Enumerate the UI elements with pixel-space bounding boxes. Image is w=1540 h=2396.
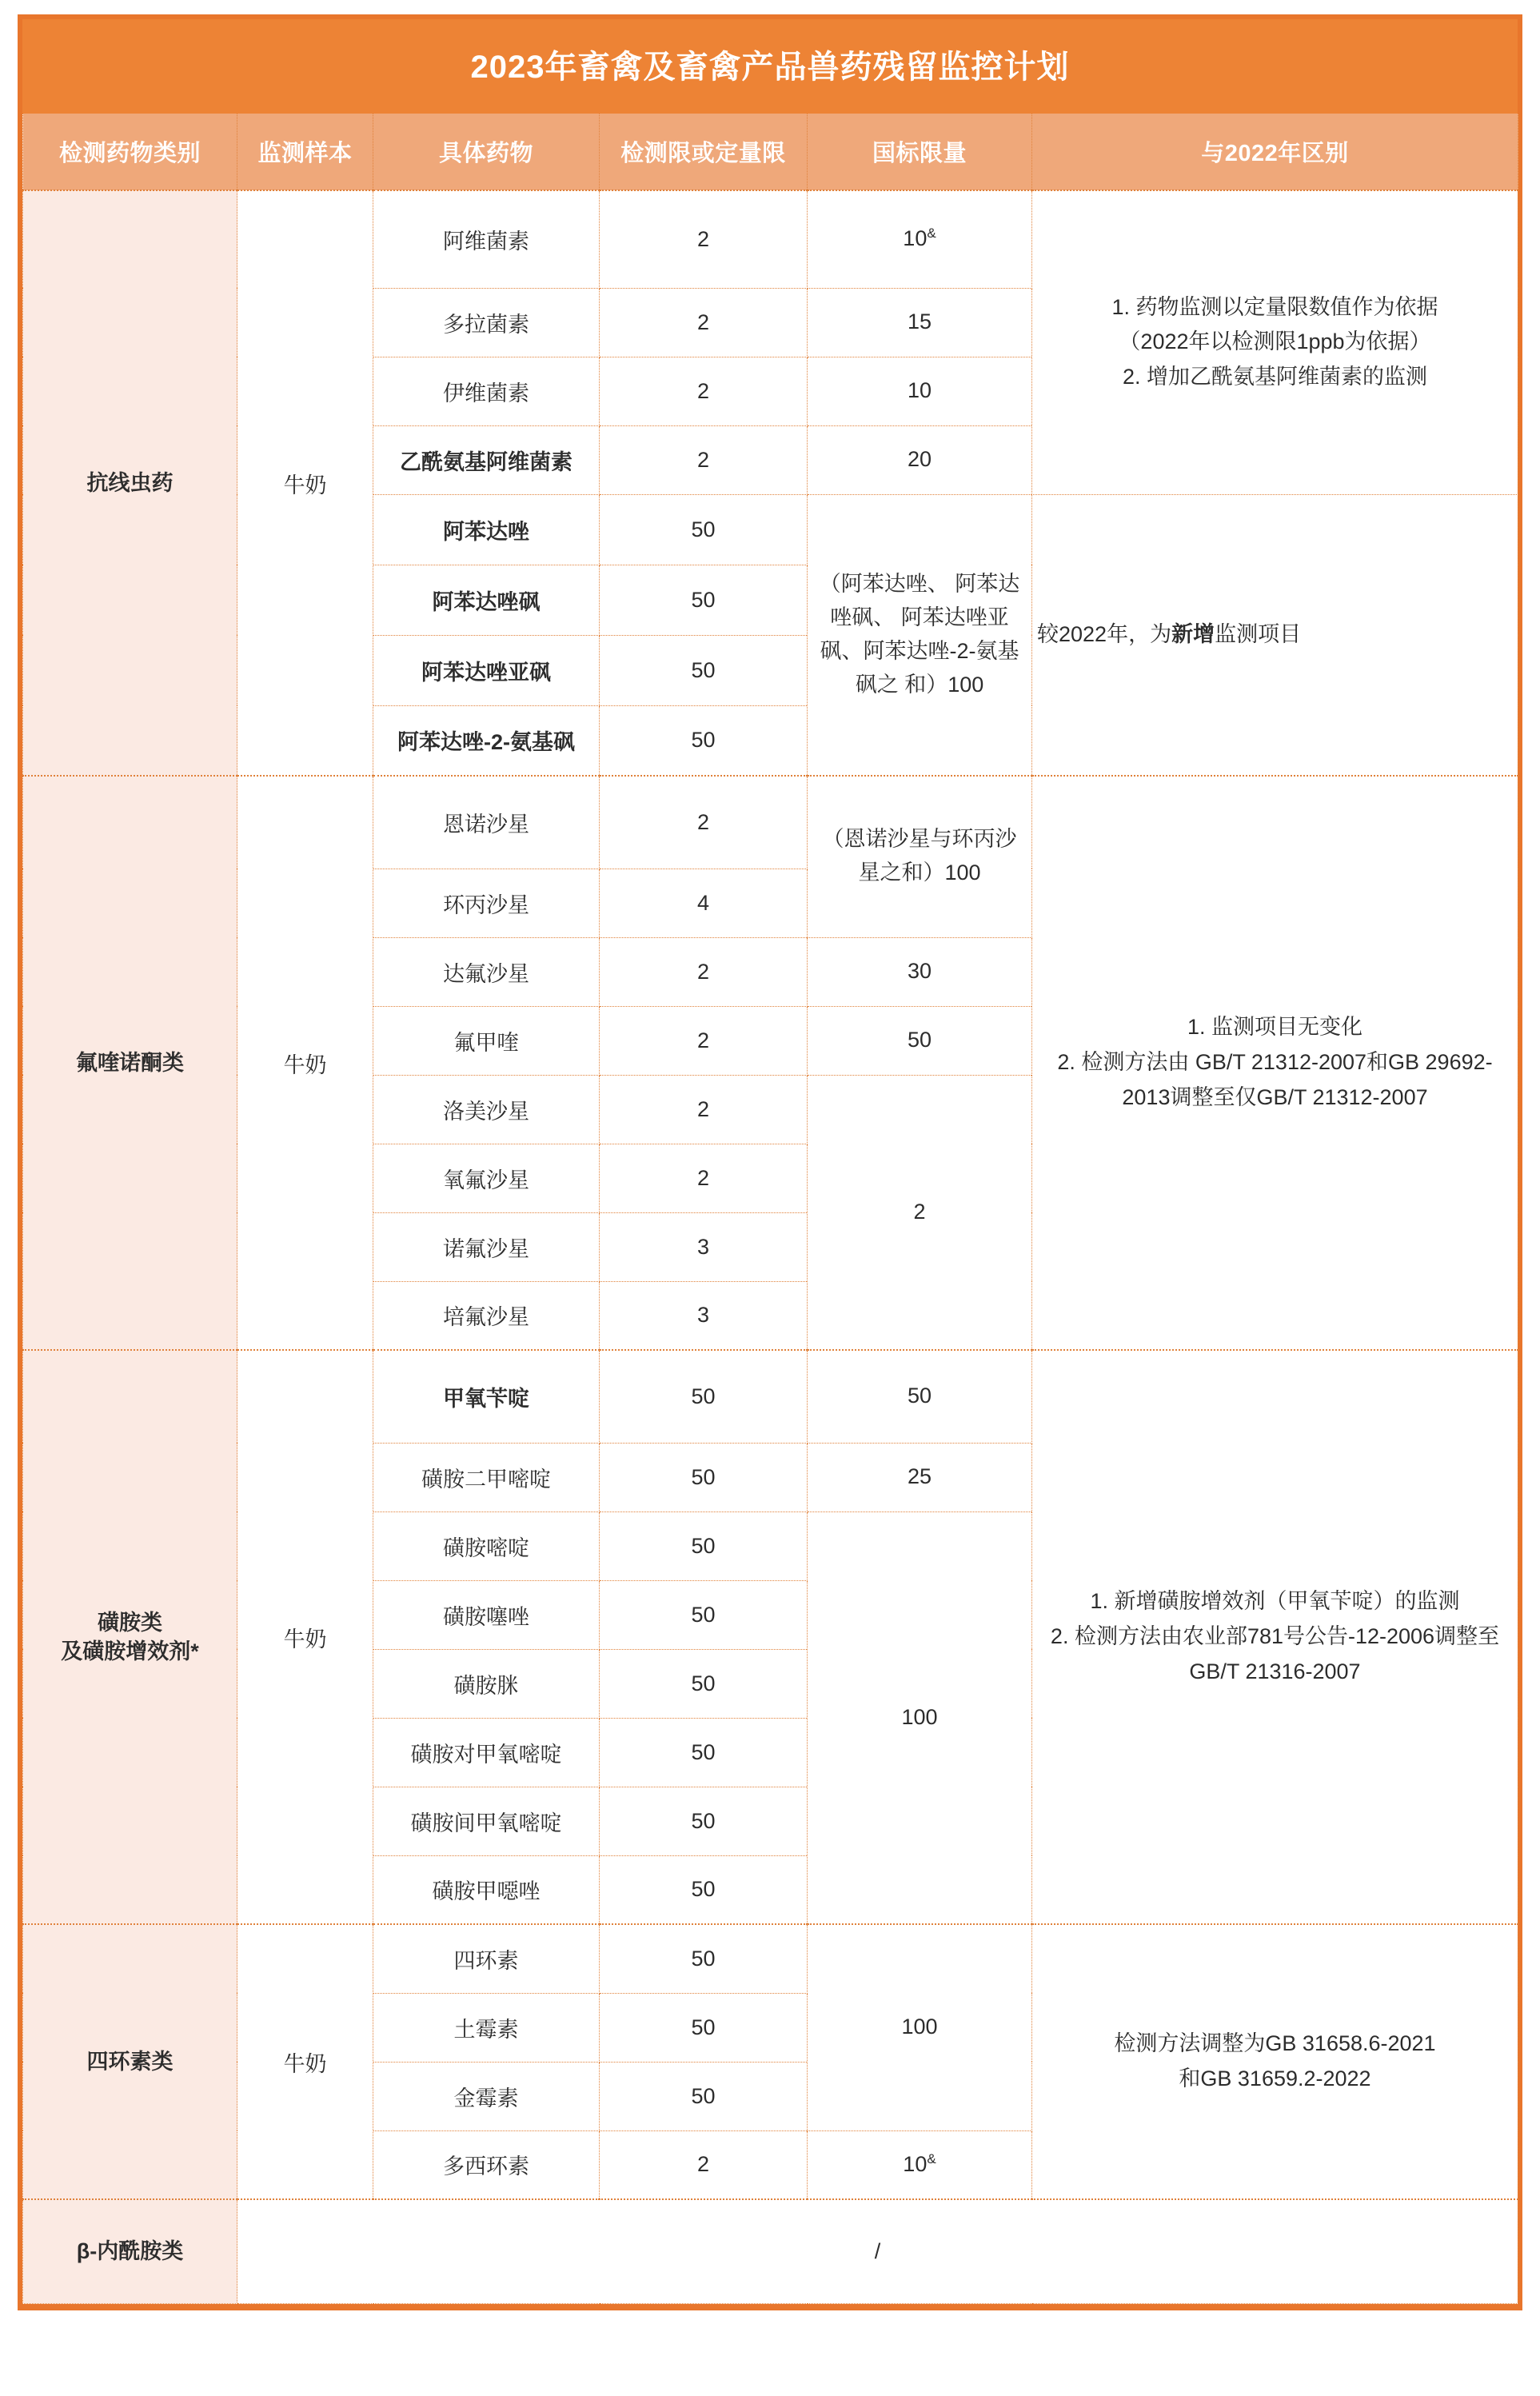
sample-cell: 牛奶	[237, 1924, 373, 2199]
sample-cell: 牛奶	[237, 190, 373, 776]
drug-cell: 磺胺二甲嘧啶	[373, 1443, 600, 1511]
national-limit-cell: 25	[808, 1443, 1032, 1511]
lod-cell: 2	[600, 1144, 808, 1212]
lod-cell: 2	[600, 776, 808, 869]
national-limit-cell: 50	[808, 1350, 1032, 1443]
national-limit-cell: 50	[808, 1006, 1032, 1075]
note-line: 2. 检测方法由农业部781号公告-12-2006调整至GB/T 21316-2007	[1050, 1624, 1500, 1683]
drug-cell: 阿苯达唑	[373, 494, 600, 565]
table-row	[23, 1350, 1518, 1443]
table-row	[23, 1924, 1518, 1993]
lod-cell: 50	[600, 705, 808, 776]
lod-cell: 2	[600, 425, 808, 494]
lod-cell: 50	[600, 1350, 808, 1443]
national-limit-merged-cell: （恩诺沙星与环丙沙星之和）100	[808, 776, 1032, 937]
lod-cell: 2	[600, 937, 808, 1006]
lod-cell: 50	[600, 1511, 808, 1580]
diff-note-cell	[1032, 1350, 1518, 1924]
group-sulfonamide	[23, 1350, 1518, 1924]
national-limit-cell: 10	[808, 357, 1032, 425]
national-limit-merged-cell: 100	[808, 1924, 1032, 2130]
drug-cell: 金霉素	[373, 2062, 600, 2130]
table-row	[23, 190, 1518, 288]
category-cell: 抗线虫药	[23, 190, 237, 776]
national-limit-cell	[808, 190, 1032, 288]
category-line: 磺胺类	[98, 1610, 162, 1635]
column-header-drug: 具体药物	[373, 114, 600, 190]
drug-cell: 多拉菌素	[373, 288, 600, 357]
drug-cell: 土霉素	[373, 1993, 600, 2062]
category-cell	[23, 1350, 237, 1924]
national-limit-cell	[808, 2130, 1032, 2199]
drug-cell: 磺胺嘧啶	[373, 1511, 600, 1580]
category-cell: 四环素类	[23, 1924, 237, 2199]
national-limit-merged-cell: 100	[808, 1511, 1032, 1924]
page-title: 2023年畜禽及畜禽产品兽药残留监控计划	[22, 19, 1518, 114]
column-header-sample: 监测样本	[237, 114, 373, 190]
limit-superscript: &	[927, 226, 936, 242]
column-header-diff-2022: 与2022年区别	[1032, 114, 1518, 190]
drug-cell: 阿苯达唑砜	[373, 565, 600, 635]
lod-cell: 3	[600, 1212, 808, 1281]
drug-cell: 四环素	[373, 1924, 600, 1993]
drug-cell: 多西环素	[373, 2130, 600, 2199]
column-header-national-limit: 国标限量	[808, 114, 1032, 190]
drug-cell: 阿维菌素	[373, 190, 600, 288]
national-limit-cell: 15	[808, 288, 1032, 357]
drug-cell: 氟甲喹	[373, 1006, 600, 1075]
lod-cell: 2	[600, 1006, 808, 1075]
note-line: 1. 新增磺胺增效剂（甲氧苄啶）的监测	[1090, 1589, 1460, 1614]
table-header-row	[23, 114, 1518, 190]
drug-cell: 环丙沙星	[373, 869, 600, 937]
lod-cell: 2	[600, 2130, 808, 2199]
table-row	[23, 2199, 1518, 2303]
drug-cell: 磺胺噻唑	[373, 1580, 600, 1649]
note-line: 2. 检测方法由 GB/T 21312-2007和GB 29692-2013调整至仅GB/T 21312-2007	[1057, 1050, 1493, 1109]
diff-note-cell	[1032, 776, 1518, 1350]
lod-cell: 50	[600, 1855, 808, 1924]
lod-cell: 3	[600, 1281, 808, 1350]
drug-cell: 磺胺脒	[373, 1649, 600, 1718]
drug-cell: 磺胺甲噁唑	[373, 1855, 600, 1924]
group-anthelmintic	[23, 190, 1518, 776]
drug-cell: 洛美沙星	[373, 1075, 600, 1144]
plan-sheet	[18, 14, 1522, 2310]
drug-cell: 伊维菌素	[373, 357, 600, 425]
note-line: 和GB 31659.2-2022	[1179, 2067, 1371, 2091]
lod-cell: 2	[600, 1075, 808, 1144]
note-line: 1. 药物监测以定量限数值作为依据	[1111, 294, 1438, 319]
note-line: 1. 监测项目无变化	[1187, 1015, 1363, 1040]
category-cell: β-内酰胺类	[23, 2199, 237, 2303]
group-beta-lactam	[23, 2199, 1518, 2303]
monitoring-plan-table	[22, 114, 1518, 2304]
lod-cell: 50	[600, 2062, 808, 2130]
note-highlight: 新增	[1171, 621, 1215, 646]
lod-cell: 50	[600, 1580, 808, 1649]
limit-superscript: &	[927, 2150, 936, 2166]
group-fluoroquinolone	[23, 776, 1518, 1350]
lod-cell: 50	[600, 1787, 808, 1855]
drug-cell: 磺胺对甲氧嘧啶	[373, 1718, 600, 1787]
drug-cell: 乙酰氨基阿维菌素	[373, 425, 600, 494]
column-header-lod: 检测限或定量限	[600, 114, 808, 190]
sample-cell: 牛奶	[237, 776, 373, 1350]
category-line: 及磺胺增效剂*	[61, 1639, 199, 1663]
lod-cell: 50	[600, 1718, 808, 1787]
drug-cell: 氧氟沙星	[373, 1144, 600, 1212]
lod-cell: 50	[600, 565, 808, 635]
group-tetracycline	[23, 1924, 1518, 2199]
national-limit-cell: 20	[808, 425, 1032, 494]
diff-note-cell: 较2022年，为新增监测项目	[1032, 494, 1518, 776]
lod-cell: 50	[600, 494, 808, 565]
table-row	[23, 776, 1518, 869]
lod-cell: 50	[600, 1924, 808, 1993]
lod-cell: 2	[600, 288, 808, 357]
limit-value: 10	[903, 226, 928, 251]
drug-cell: 甲氧苄啶	[373, 1350, 600, 1443]
lod-cell: 2	[600, 357, 808, 425]
limit-value: 10	[903, 2151, 928, 2176]
lod-cell: 2	[600, 190, 808, 288]
column-header-category: 检测药物类别	[23, 114, 237, 190]
drug-cell: 磺胺间甲氧嘧啶	[373, 1787, 600, 1855]
national-limit-merged-cell: 2	[808, 1075, 1032, 1350]
diff-note-cell	[1032, 1924, 1518, 2199]
note-line: 检测方法调整为GB 31658.6-2021	[1114, 2031, 1436, 2056]
final-row-value: /	[237, 2199, 1518, 2303]
lod-cell: 4	[600, 869, 808, 937]
drug-cell: 达氟沙星	[373, 937, 600, 1006]
diff-note-cell	[1032, 190, 1518, 494]
national-limit-merged-cell: （阿苯达唑、 阿苯达唑砜、 阿苯达唑亚 砜、阿苯达唑-2-氨基砜之 和）100	[808, 494, 1032, 776]
drug-cell: 培氟沙星	[373, 1281, 600, 1350]
drug-cell: 阿苯达唑亚砜	[373, 635, 600, 705]
lod-cell: 50	[600, 635, 808, 705]
drug-cell: 恩诺沙星	[373, 776, 600, 869]
lod-cell: 50	[600, 1649, 808, 1718]
drug-cell: 诺氟沙星	[373, 1212, 600, 1281]
note-line: （2022年以检测限1ppb为依据）	[1119, 329, 1431, 354]
sample-cell: 牛奶	[237, 1350, 373, 1924]
lod-cell: 50	[600, 1993, 808, 2062]
lod-cell: 50	[600, 1443, 808, 1511]
category-cell: 氟喹诺酮类	[23, 776, 237, 1350]
drug-cell: 阿苯达唑-2-氨基砜	[373, 705, 600, 776]
national-limit-cell: 30	[808, 937, 1032, 1006]
note-line: 2. 增加乙酰氨基阿维菌素的监测	[1122, 365, 1428, 389]
